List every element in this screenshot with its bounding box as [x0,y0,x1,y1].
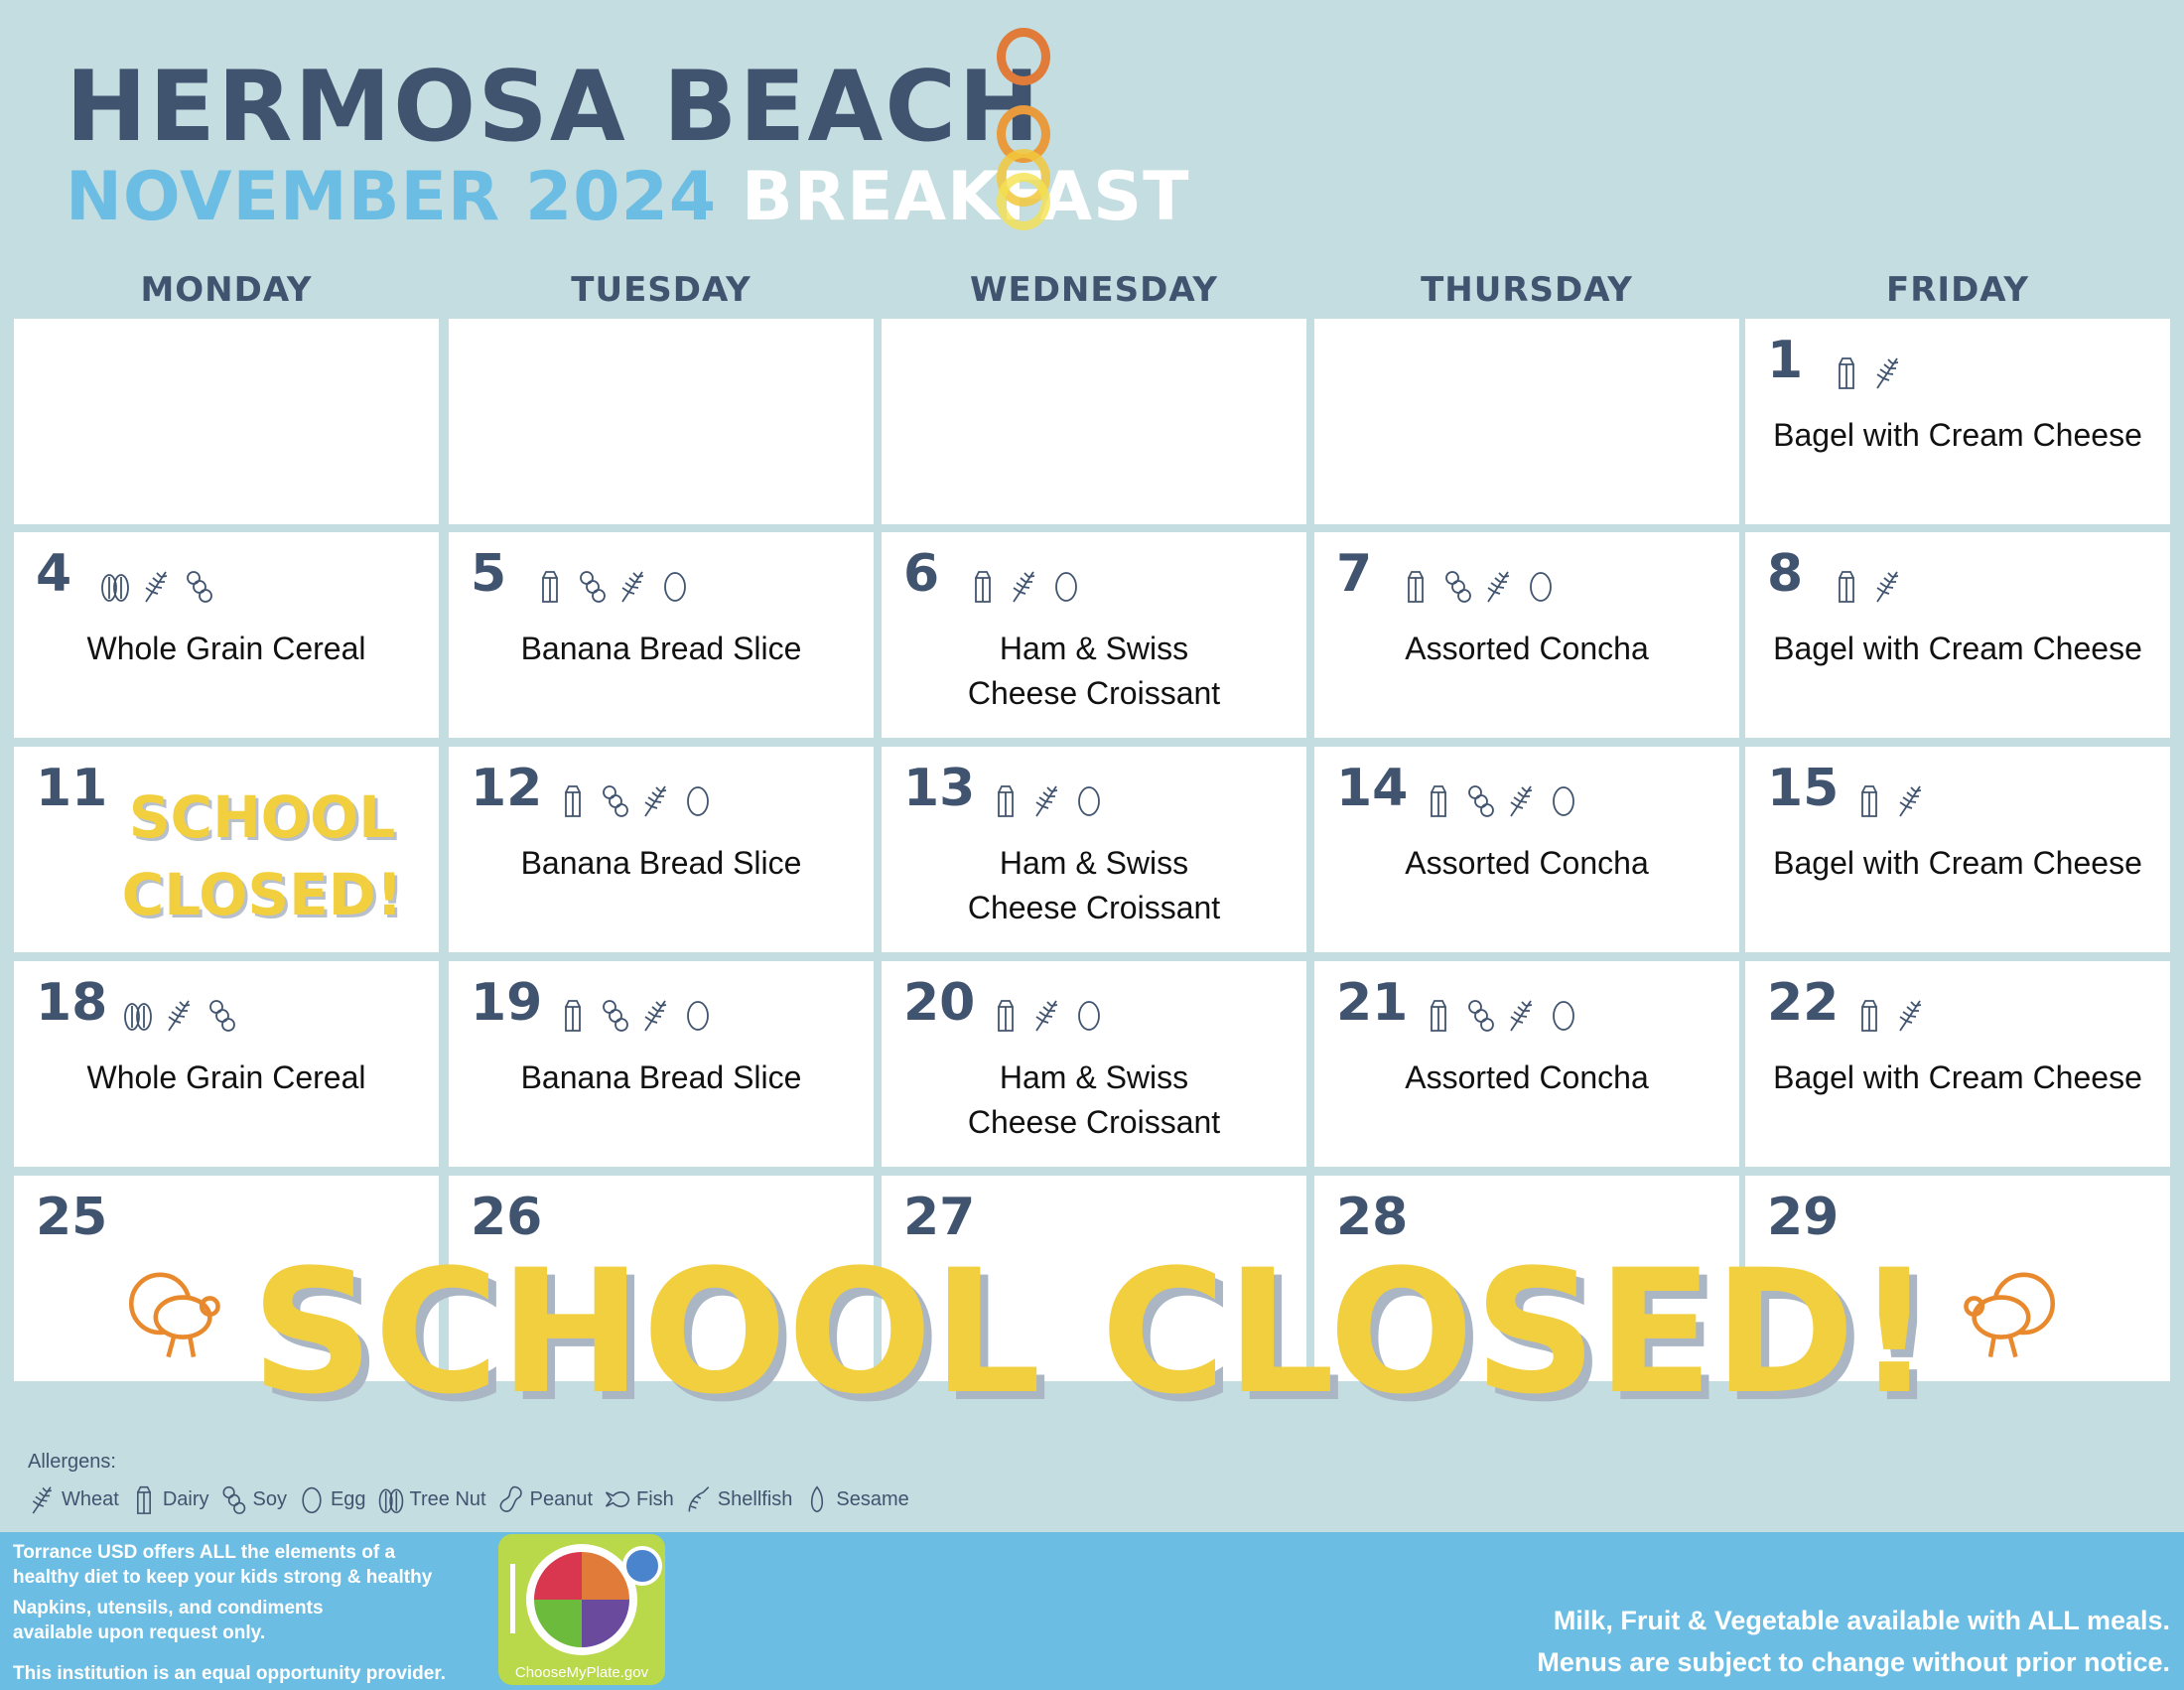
dairy-icon [1830,568,1863,604]
egg-icon [1072,782,1106,818]
wheat-icon [1008,568,1041,604]
dairy-icon [966,568,1000,604]
menu-item: Banana Bread Slice [520,631,802,666]
menu-item: Banana Bread Slice [520,845,802,881]
soy-icon [205,997,238,1033]
allergen-peanut [496,1481,593,1517]
day-header-thursday: THURSDAY [1421,270,1633,310]
calendar-day [449,747,874,952]
footer-text: available upon request only. [13,1622,266,1643]
wheat-icon [1505,997,1539,1033]
footer-text: healthy diet to keep your kids strong & healthy [13,1567,433,1588]
allergen-soy [218,1481,286,1517]
calendar-day [449,532,874,738]
menu-item: Ham & Swiss Cheese Croissant [967,1059,1221,1140]
calendar-day [1314,961,1739,1167]
wheat-icon [639,997,673,1033]
date-number: 21 [1336,973,1409,1033]
calendar-day [14,747,439,952]
allergen-legend [28,1481,909,1517]
calendar-day [882,319,1306,524]
wheat-icon [1030,997,1064,1033]
sesame-icon [802,1481,832,1517]
footer-text: Torrance USD offers ALL the elements of a [13,1542,396,1563]
menu-item: Assorted Concha [1405,1059,1649,1095]
calendar-day [1745,319,2170,524]
treenut-icon [98,568,132,604]
month-label: NOVEMBER 2024 [66,158,718,236]
calendar-day [1314,747,1739,952]
date-number: 14 [1336,759,1409,818]
allergen-name: Sesame [836,1487,909,1510]
allergen-icons [533,568,692,604]
allergen-icons [989,782,1106,818]
allergen-treenut [376,1481,486,1517]
menu-item: Assorted Concha [1405,845,1649,881]
allergen-fish [603,1481,674,1517]
wheat-icon [1482,568,1516,604]
calendar-day [882,747,1306,952]
calendar-day [882,532,1306,738]
dairy-icon [129,1481,159,1517]
dairy-icon [556,997,590,1033]
day-header-friday: FRIDAY [1886,270,2029,310]
allergen-icons [966,568,1083,604]
dairy-icon [1422,997,1455,1033]
calendar-day [1745,747,2170,952]
allergen-egg [297,1481,366,1517]
wheat-icon [639,782,673,818]
page-title: HERMOSA BEACH [66,51,1042,164]
fish-icon [603,1481,632,1517]
allergen-icons [1830,354,1905,390]
egg-icon [1547,997,1580,1033]
allergen-icons [556,782,715,818]
myplate-logo [498,1534,665,1685]
allergen-icons [98,568,215,604]
allergen-icons [1852,997,1928,1033]
allergen-icons [556,997,715,1033]
allergen-name: Tree Nut [409,1487,486,1510]
date-number: 29 [1767,1188,1840,1247]
calendar-day [14,319,439,524]
menu-item: Ham & Swiss Cheese Croissant [967,631,1221,711]
date-number: 20 [903,973,976,1033]
allergen-icons [1399,568,1558,604]
date-number: 26 [471,1188,543,1247]
menu-item: Assorted Concha [1405,631,1649,666]
wheat-icon [1894,782,1928,818]
dairy-icon [1852,782,1886,818]
date-number: 25 [36,1188,108,1247]
myplate-text: ChooseMyPlate.gov [514,1664,649,1681]
date-number: 6 [903,544,940,604]
date-number: 12 [471,759,543,818]
soy-icon [575,568,609,604]
soy-icon [1463,782,1497,818]
dairy-icon [1399,568,1433,604]
wheat-icon [140,568,174,604]
date-number: 18 [36,973,108,1033]
day-header-monday: MONDAY [140,270,313,310]
date-number: 7 [1336,544,1373,604]
rings-decoration [993,24,1052,232]
footer-text: Napkins, utensils, and condiments [13,1598,324,1619]
footer-note: Menus are subject to change without prior notice. [1537,1647,2170,1677]
date-number: 27 [903,1188,976,1247]
wheat-icon [616,568,650,604]
menu-item: Bagel with Cream Cheese [1773,417,2142,453]
wheat-icon [1894,997,1928,1033]
turkey-icon [119,1263,228,1362]
calendar-day [1314,319,1739,524]
day-header-wednesday: WEDNESDAY [969,270,1219,310]
egg-icon [681,997,715,1033]
school-closed-label: SCHOOL CLOSED! [121,783,403,928]
footer-text: This institution is an equal opportunity provider. [13,1663,446,1684]
allergen-icons [121,997,238,1033]
allergen-name: Shellfish [717,1487,793,1510]
allergen-icons [1422,782,1580,818]
allergen-name: Egg [330,1487,366,1510]
calendar-day [882,961,1306,1167]
allergen-icons [989,997,1106,1033]
date-number: 15 [1767,759,1840,818]
calendar-day [1745,961,2170,1167]
soy-icon [598,782,631,818]
soy-icon [1440,568,1474,604]
date-number: 5 [471,544,507,604]
allergen-name: Wheat [62,1487,119,1510]
date-number: 22 [1767,973,1840,1033]
allergen-icons [1422,997,1580,1033]
wheat-icon [28,1481,58,1517]
allergen-shellfish [684,1481,793,1517]
egg-icon [297,1481,327,1517]
date-number: 19 [471,973,543,1033]
allergen-name: Soy [252,1487,287,1510]
soy-icon [218,1481,248,1517]
wheat-icon [1030,782,1064,818]
menu-item: Bagel with Cream Cheese [1773,845,2142,881]
dairy-icon [1830,354,1863,390]
menu-item: Bagel with Cream Cheese [1773,631,2142,666]
wheat-icon [1505,782,1539,818]
treenut-icon [376,1481,406,1517]
egg-icon [1072,997,1106,1033]
allergen-icons [1852,782,1928,818]
allergen-wheat [28,1481,119,1517]
allergen-name: Dairy [162,1487,209,1510]
dairy-icon [989,997,1023,1033]
allergen-icons [1830,568,1905,604]
calendar-day [1314,532,1739,738]
egg-icon [1524,568,1558,604]
egg-icon [681,782,715,818]
treenut-icon [121,997,155,1033]
date-number: 28 [1336,1188,1409,1247]
dairy-icon [533,568,567,604]
day-header-tuesday: TUESDAY [571,270,751,310]
wheat-icon [163,997,197,1033]
peanut-icon [496,1481,526,1517]
allergen-dairy [129,1481,209,1517]
allergens-label: Allergens: [28,1451,116,1473]
allergen-name: Peanut [529,1487,593,1510]
date-number: 8 [1767,544,1804,604]
wheat-icon [1871,354,1905,390]
calendar-day [14,532,439,738]
dairy-icon [556,782,590,818]
meal-label: BREAKFAST [741,158,1190,236]
egg-icon [658,568,692,604]
egg-icon [1547,782,1580,818]
shellfish-icon [684,1481,714,1517]
menu-item: Ham & Swiss Cheese Croissant [967,845,1221,925]
menu-item: Banana Bread Slice [520,1059,802,1095]
thanksgiving-closed-banner: SCHOOL CLOSED! [250,1232,1934,1432]
allergen-name: Fish [636,1487,674,1510]
calendar-day [449,319,874,524]
calendar-day [14,961,439,1167]
date-number: 1 [1767,331,1804,390]
footer [0,1532,2184,1690]
menu-item: Whole Grain Cereal [86,631,366,666]
dairy-icon [989,782,1023,818]
soy-icon [182,568,215,604]
soy-icon [1463,997,1497,1033]
footer-note: Milk, Fruit & Vegetable available with ALL meals. [1553,1606,2170,1635]
date-number: 13 [903,759,976,818]
dairy-icon [1422,782,1455,818]
soy-icon [598,997,631,1033]
turkey-icon [1956,1263,2065,1362]
calendar-day [449,961,874,1167]
dairy-icon [1852,997,1886,1033]
egg-icon [1049,568,1083,604]
allergen-sesame [802,1481,908,1517]
wheat-icon [1871,568,1905,604]
menu-item: Whole Grain Cereal [86,1059,366,1095]
calendar-day [1745,532,2170,738]
date-number: 11 [36,759,108,818]
date-number: 4 [36,544,72,604]
menu-item: Bagel with Cream Cheese [1773,1059,2142,1095]
